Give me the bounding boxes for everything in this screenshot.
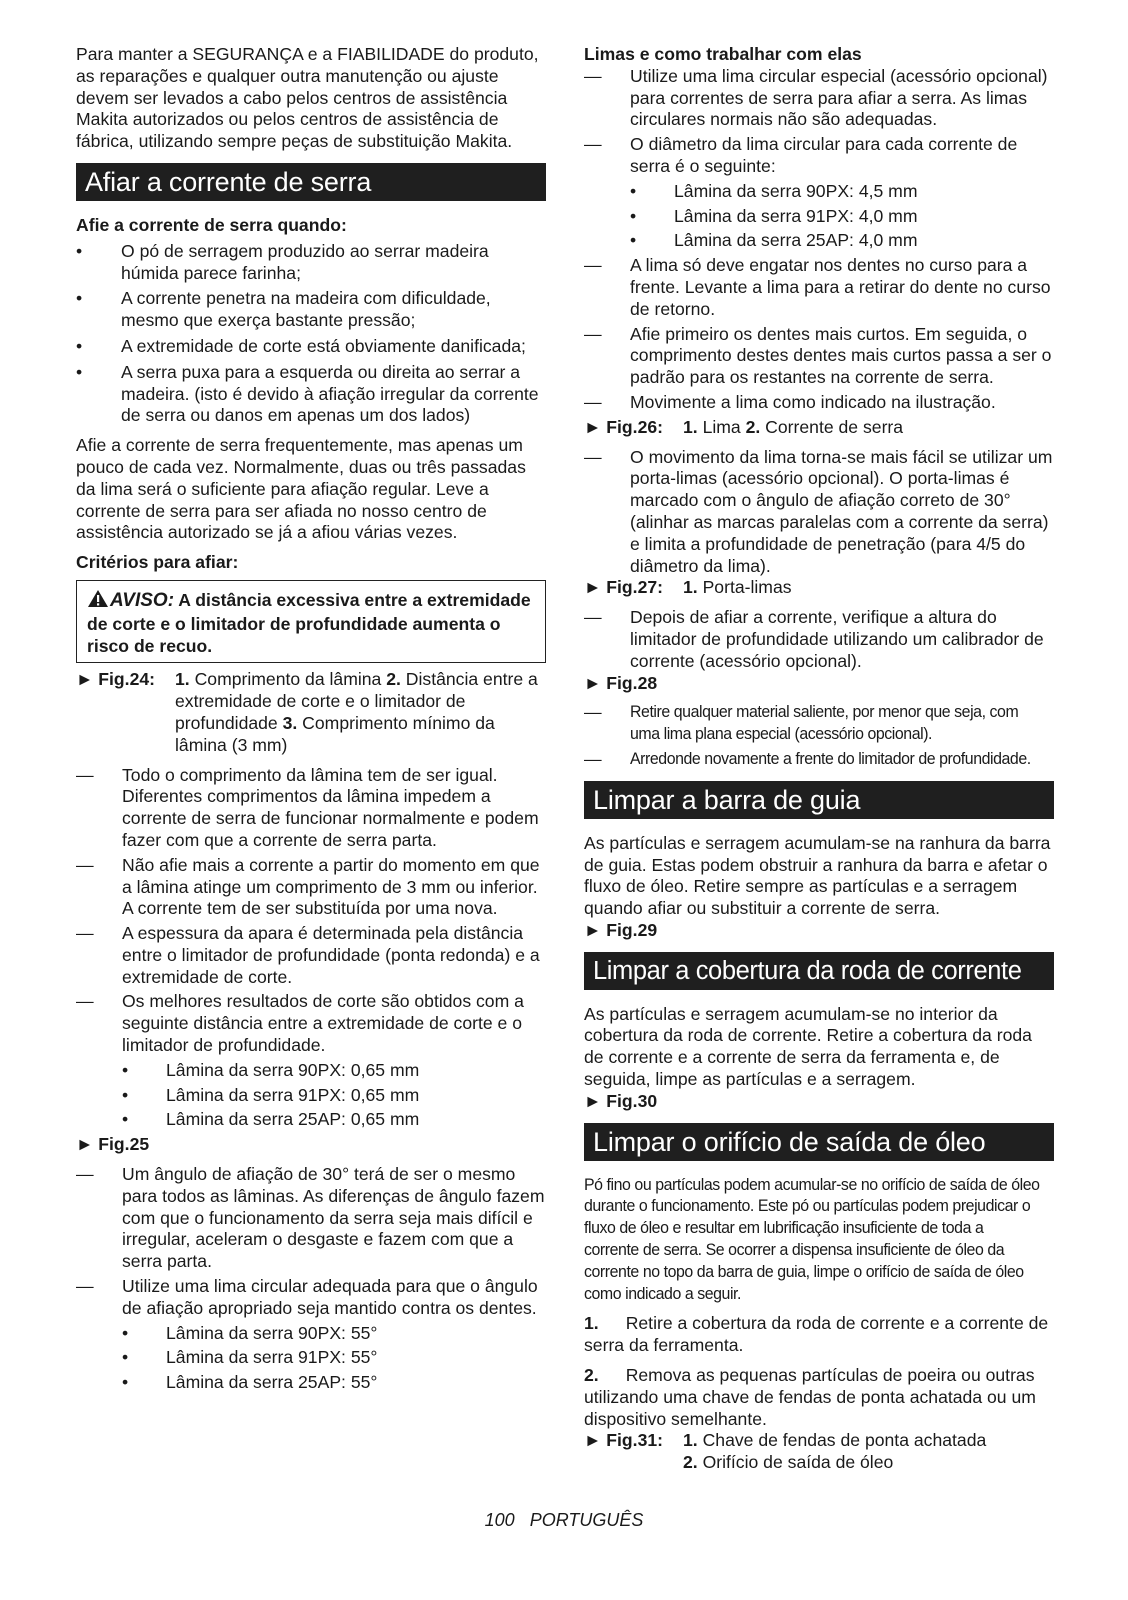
fig30-label: ► Fig.30 bbox=[584, 1090, 658, 1111]
right-column bbox=[584, 44, 1054, 1474]
guide-paragraph: As partículas e serragem acumulam-se na ranhura da barra de guia. Estas podem obstruir a ranhura da barra e afetar o fluxo de óleo. Retire sempre as partículas e a serragem quando afiar ou substituir a corrente de serra. bbox=[584, 832, 1051, 919]
bullet-item: • Lâmina da serra 25AP: 0,65 mm bbox=[122, 1109, 420, 1130]
bullet-item: • A corrente penetra na madeira com dificuldade, mesmo que exerça bastante pressão; bbox=[76, 288, 491, 331]
intro-paragraph: Para manter a SEGURANÇA e a FIABILIDADE do produto, as reparações e qualquer outra manutenção ou ajuste devem ser levados a cabo pelos centros de assistência Makita autorizados ou pelos centros de assistência de fábrica, utilizando sempre peças de substituição Makita. bbox=[76, 44, 539, 152]
fig26-caption bbox=[584, 417, 1054, 439]
bullet-item: • A serra puxa para a esquerda ou direita ao serrar a madeira. (isto é devido à afiação irregular da corrente de serra ou danos em apenas um dos lados) bbox=[76, 361, 539, 426]
angle-list bbox=[76, 1323, 546, 1394]
section-heading-sprocket-cover: Limpar a cobertura da roda de corrente bbox=[584, 952, 1054, 990]
page-number: 100 bbox=[484, 1510, 515, 1530]
cover-paragraph: As partículas e serragem acumulam-se no interior da cobertura da roda de corrente. Retire a cobertura da roda de corrente e a corrente de serra da ferramenta e, de seguida, limpe as partículas e a serragem. bbox=[584, 1003, 1032, 1090]
fig24-caption bbox=[76, 669, 546, 756]
when-list bbox=[76, 241, 546, 427]
dash-item: — Os melhores resultados de corte são obtidos com a seguinte distância entre a extremidade de corte e o limitador de profundidade. bbox=[76, 991, 524, 1056]
fig28-label: ► Fig.28 bbox=[584, 672, 658, 693]
fig26-label: ► Fig.26: bbox=[584, 416, 664, 437]
dash-item: — Movimente a lima como indicado na ilustração. bbox=[584, 391, 996, 412]
often-paragraph: Afie a corrente de serra frequentemente, mas apenas um pouco de cada vez. Normalmente, duas ou três passadas da lima será o suficiente para afiação regular. Leve a corrente de serra para ser afiada no nosso centro de assistência autorizado se já a afiou várias vezes. bbox=[76, 435, 526, 543]
fig29-label: ► Fig.29 bbox=[584, 919, 658, 940]
fig24-text: 1. Comprimento da lâmina 2. Distância entre a extremidade de corte e o limitador de profundidade 3. Comprimento mínimo da lâmina (3 mm) bbox=[175, 669, 538, 755]
dash-item: — A espessura da apara é determinada pela distância entre o limitador de profundidade (ponta redonda) e a extremidade de corte. bbox=[76, 923, 540, 987]
left-column bbox=[76, 44, 546, 1397]
files-title: Limas e como trabalhar com elas bbox=[584, 44, 862, 64]
bullet-item: • Lâmina da serra 90PX: 55° bbox=[122, 1322, 378, 1343]
fig27-label: ► Fig.27: bbox=[584, 577, 664, 598]
when-title: Afie a corrente de serra quando: bbox=[76, 214, 347, 235]
dash-item: — Utilize uma lima circular adequada para que o ângulo de afiação apropriado seja mantido contra os dentes. bbox=[76, 1276, 538, 1318]
fig31-label: ► Fig.31: bbox=[584, 1430, 664, 1451]
dash-item: — Utilize uma lima circular especial (acessório opcional) para correntes de serra para afiar a serra. As limas circulares normais não são adequadas. bbox=[584, 65, 1048, 130]
dash-list-2 bbox=[76, 1164, 546, 1320]
step-1: 1. Retire a cobertura da roda de corrente e a corrente de serra da ferramenta. bbox=[584, 1313, 1049, 1356]
dash-item: — Afie primeiro os dentes mais curtos. Em seguida, o comprimento destes dentes mais curtos passa a ser o padrão para os restantes na corrente de serra. bbox=[584, 323, 1052, 388]
files-list-1 bbox=[584, 66, 1054, 178]
gap-list bbox=[76, 1060, 546, 1131]
warning-label: AVISO: bbox=[110, 589, 175, 611]
gauge-item: — Depois de afiar a corrente, verifique a altura do limitador de profundidade utilizando um calibrador de corrente (acessório opcional). bbox=[584, 607, 1044, 671]
criteria-title: Critérios para afiar: bbox=[76, 552, 239, 573]
bullet-item: • A extremidade de corte está obviamente danificada; bbox=[76, 335, 526, 356]
step-2: 2. Remova as pequenas partículas de poeira ou outras utilizando uma chave de fendas de ponta achatada ou um dispositivo semelhante. bbox=[584, 1365, 1036, 1429]
bullet-item: • Lâmina da serra 91PX: 4,0 mm bbox=[630, 205, 918, 226]
bullet-item: • Lâmina da serra 25AP: 4,0 mm bbox=[630, 230, 918, 251]
oil-paragraph: Pó fino ou partículas podem acumular-se no orifício de saída de óleo durante o funcionamento. Este pó ou partículas podem prejudicar o fluxo de óleo e resultar em lubrificação insuficiente de toda a corrente de serra. Se ocorrer a dispensa insuficiente de óleo da corrente no topo da barra de guia, limpe o orifício de saída de óleo como indicado a seguir. bbox=[584, 1175, 1040, 1303]
warning-text: A distância excessiva entre a extremidade de corte e o limitador de profundidade aumenta o risco de recuo. bbox=[87, 589, 531, 656]
page-footer bbox=[0, 1510, 1128, 1531]
fig26-text: 1. Lima 2. Corrente de serra bbox=[683, 416, 904, 437]
fig25-label: ► Fig.25 bbox=[76, 1134, 150, 1155]
fig27-caption bbox=[584, 577, 1054, 599]
fig31-caption bbox=[584, 1430, 1054, 1474]
bullet-item: • Lâmina da serra 90PX: 4,5 mm bbox=[630, 180, 918, 201]
bullet-item: • Lâmina da serra 91PX: 55° bbox=[122, 1347, 378, 1368]
bullet-item: • Lâmina da serra 91PX: 0,65 mm bbox=[122, 1084, 420, 1105]
dash-item: — Não afie mais a corrente a partir do momento em que a lâmina atinge um comprimento de 3 mm ou inferior. A corrente tem de ser substituída por uma nova. bbox=[76, 854, 540, 919]
dash-item: — O diâmetro da lima circular para cada corrente de serra é o seguinte: bbox=[584, 134, 1018, 176]
bullet-item: • Lâmina da serra 90PX: 0,65 mm bbox=[122, 1059, 420, 1080]
dash-item: — Arredonde novamente a frente do limitador de profundidade. bbox=[584, 748, 1031, 769]
dash-item: — A lima só deve engatar nos dentes no curso para a frente. Levante a lima para a retirar do dente no curso de retorno. bbox=[584, 255, 1051, 319]
files-list-2 bbox=[584, 255, 1054, 414]
warning-box bbox=[76, 580, 546, 663]
bullet-item: • Lâmina da serra 25AP: 55° bbox=[122, 1372, 378, 1393]
bullet-item: • O pó de serragem produzido ao serrar madeira húmida parece farinha; bbox=[76, 240, 489, 283]
diam-list bbox=[584, 181, 1054, 252]
dash-list-1 bbox=[76, 765, 546, 1057]
section-heading-guide-bar: Limpar a barra de guia bbox=[584, 781, 1054, 819]
flat-list bbox=[584, 702, 1054, 770]
fig31-text-2: 2. Orifício de saída de óleo bbox=[683, 1452, 894, 1473]
section-heading-sharpen: Afiar a corrente de serra bbox=[76, 163, 546, 201]
dash-item: — Um ângulo de afiação de 30° terá de ser o mesmo para todos as lâminas. As diferenças de ângulo fazem com que o funcionamento da serra seja mais difícil e irregular, aceleram o desgaste e fazem com que a serra parta. bbox=[76, 1164, 545, 1272]
holder-item: — O movimento da lima torna-se mais fácil se utilizar um porta-limas (acessório opcional). O porta-limas é marcado com o ângulo de afiação correto de 30° (alinhar as marcas paralelas com a corrente da serra) e limita a profundidade de penetração (para 4/5 do diâmetro da lima). bbox=[584, 446, 1053, 576]
dash-item: — Retire qualquer material saliente, por menor que seja, com uma lima plana especial (acessório opcional). bbox=[584, 702, 1019, 744]
dash-item: — Todo o comprimento da lâmina tem de ser igual. Diferentes comprimentos da lâmina impedem a corrente de serra de funcionar normalmente e podem fazer com que a corrente de serra parta. bbox=[76, 764, 539, 850]
fig24-label: ► Fig.24: bbox=[76, 669, 156, 690]
warning-triangle-icon bbox=[87, 589, 109, 614]
fig27-text: 1. Porta-limas bbox=[683, 577, 792, 598]
fig31-text-1: 1. Chave de fendas de ponta achatada bbox=[683, 1430, 987, 1451]
section-heading-oil-hole: Limpar o orifício de saída de óleo bbox=[584, 1123, 1054, 1161]
footer-language: PORTUGUÊS bbox=[529, 1510, 644, 1530]
